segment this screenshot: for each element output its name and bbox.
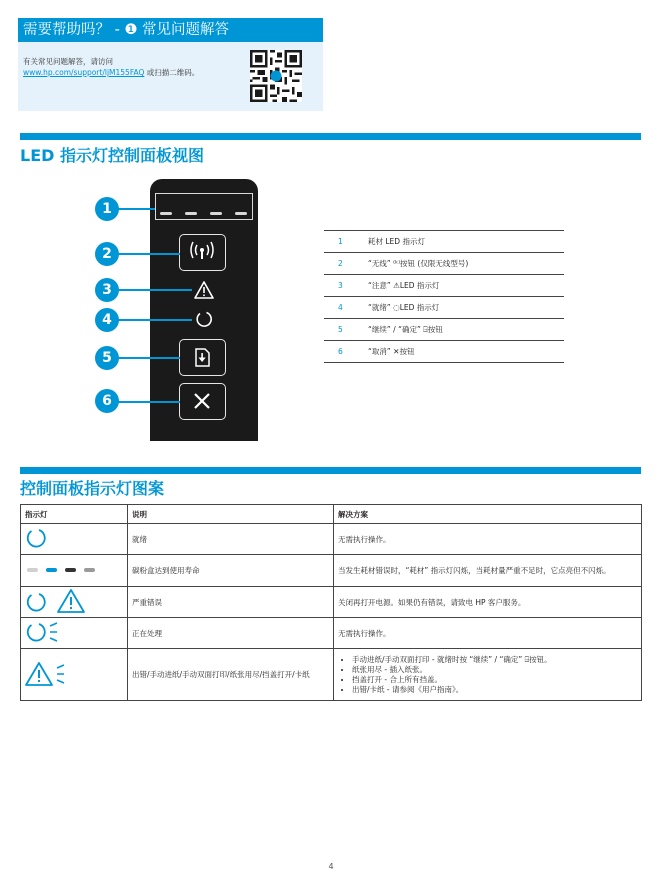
solution-cell: 当发生耗材错误时，“耗材” 指示灯闪烁，当耗材量严重不足时，它点亮但不闪烁。 (334, 555, 642, 587)
attention-icon (194, 281, 214, 299)
list-item: • 手动进纸/手动双面打印 - 就绪时按 “继续” / “确定” ⍈按钮。 (352, 655, 637, 665)
table-row (21, 618, 642, 649)
supplies-led-icon (25, 565, 105, 575)
section-bar (20, 133, 641, 140)
callout-line (118, 357, 180, 359)
legend-table (324, 230, 564, 363)
cancel-icon (180, 384, 224, 418)
indicator-cell (21, 555, 128, 587)
wireless-icon (180, 235, 224, 269)
legend-text: “无线” ⁽ᵏ⁾按钮 (仅限无线型号) (368, 259, 469, 268)
callout-line (118, 253, 180, 255)
legend-row (324, 340, 564, 363)
ready-icon (25, 527, 47, 549)
indicator-cell (21, 587, 128, 618)
description-cell: 碳粉盒达到使用寿命 (128, 555, 334, 587)
callout-line (118, 208, 155, 210)
legend-row (324, 230, 564, 252)
resume-button[interactable] (179, 339, 226, 376)
description-cell: 就绪 (128, 524, 334, 555)
indicator-cell (21, 524, 128, 555)
table-row (21, 524, 642, 555)
legend-number: 6 (338, 347, 343, 356)
header-indicator: 指示灯 (21, 505, 128, 524)
callout-2: 2 (95, 242, 119, 266)
solution-cell: 无需执行操作。 (334, 524, 642, 555)
description-cell: 正在处理 (128, 618, 334, 649)
led-indicator (210, 212, 222, 215)
faq-text-lead: 有关常见问题解答，请访问 (23, 57, 113, 66)
supplies-led-frame (155, 193, 253, 220)
list-item: • 纸张用尽 - 插入纸张。 (352, 665, 637, 675)
description-cell: 严重错误 (128, 587, 334, 618)
cancel-button[interactable] (179, 383, 226, 420)
qr-code-icon (250, 50, 302, 102)
callout-1: 1 (95, 197, 119, 221)
pattern-section-title: 控制面板指示灯图案 (20, 479, 165, 498)
table-row (21, 555, 642, 587)
faq-text (23, 56, 223, 78)
legend-number: 5 (338, 325, 343, 334)
legend-text: “取消” ✕按钮 (368, 347, 415, 356)
led-indicator (235, 212, 247, 215)
list-item: • 出错/卡纸 - 请参阅《用户指南》。 (352, 685, 637, 695)
callout-3: 3 (95, 278, 119, 302)
ready-attention-icon (25, 588, 89, 614)
legend-text: “注意” ⚠LED 指示灯 (368, 281, 440, 290)
legend-text: 耗材 LED 指示灯 (368, 237, 425, 246)
legend-row (324, 274, 564, 296)
attention-blinking-icon (25, 660, 71, 688)
led-section-title: LED 指示灯控制面板视图 (20, 146, 204, 165)
legend-row (324, 296, 564, 318)
legend-row (324, 318, 564, 340)
led-indicator (160, 212, 172, 215)
description-cell: 出错/手动进纸/手动双面打印/纸张用尽/挡盖打开/卡纸 (128, 649, 334, 701)
indicator-cell (21, 649, 128, 701)
section-bar (20, 467, 641, 474)
legend-number: 2 (338, 259, 343, 268)
legend-number: 1 (338, 237, 343, 246)
legend-number: 3 (338, 281, 343, 290)
table-row (21, 587, 642, 618)
led-indicator (185, 212, 197, 215)
list-item: • 挡盖打开 - 合上所有挡盖。 (352, 675, 637, 685)
header-description: 说明 (128, 505, 334, 524)
header-solution: 解决方案 (334, 505, 642, 524)
legend-number: 4 (338, 303, 343, 312)
table-header-row (21, 505, 642, 524)
legend-text: “继续” / “确定” ⍈按钮 (368, 325, 443, 334)
solution-cell: 无需执行操作。 (334, 618, 642, 649)
callout-4: 4 (95, 308, 119, 332)
wireless-button[interactable] (179, 234, 226, 271)
ready-icon (195, 310, 213, 328)
faq-title: 需要帮助吗？ - ❶ 常见问题解答 (18, 18, 323, 42)
ready-blinking-icon (25, 620, 65, 644)
page-number: 4 (328, 862, 334, 871)
callout-line (118, 401, 180, 403)
solution-list (338, 655, 637, 695)
callout-line (118, 289, 192, 291)
light-pattern-table (20, 504, 642, 701)
faq-text-tail: 或扫描二维码。 (144, 68, 200, 77)
callout-6: 6 (95, 389, 119, 413)
resume-icon (180, 340, 224, 374)
callout-5: 5 (95, 346, 119, 370)
legend-row (324, 252, 564, 274)
callout-line (118, 319, 192, 321)
legend-text: “就绪” ◌LED 指示灯 (368, 303, 440, 312)
faq-box (18, 18, 323, 111)
faq-link[interactable]: www.hp.com/support/ljM155FAQ (23, 68, 145, 77)
solution-cell (334, 649, 642, 701)
solution-cell: 关闭再打开电源。如果仍有错误，请致电 HP 客户服务。 (334, 587, 642, 618)
table-row (21, 649, 642, 701)
indicator-cell (21, 618, 128, 649)
